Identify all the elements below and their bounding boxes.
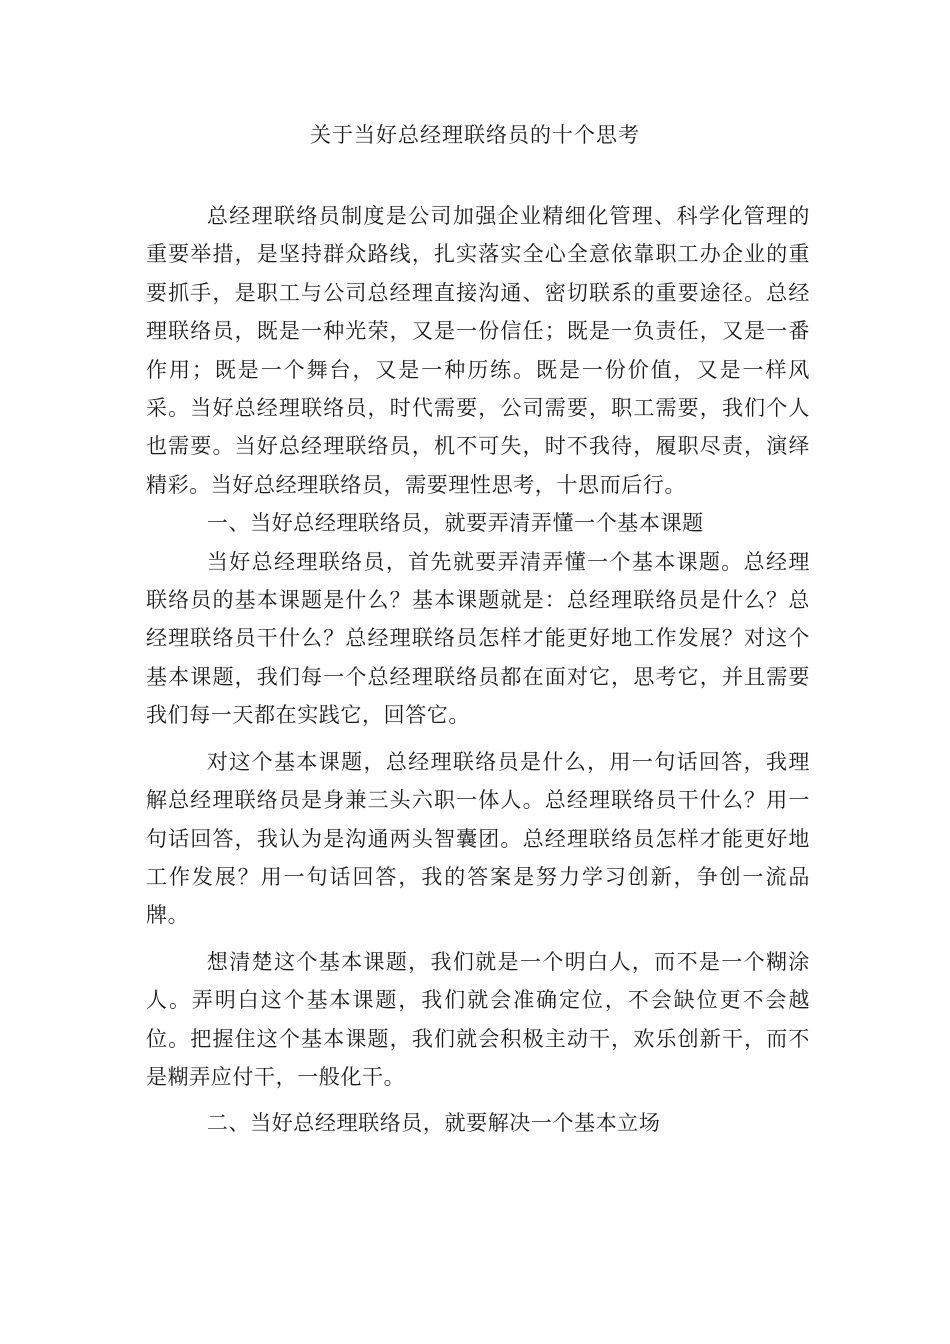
- paragraph-intro: 总经理联络员制度是公司加强企业精细化管理、科学化管理的重要举措，是坚持群众路线，扎实落实全心全意依靠职工办企业的重要抓手，是职工与公司总经理直接沟通、密切联系的重要途径。总经理联络员，既是一种光荣，又是一份信任；既是一负责任，又是一番作用；既是一个舞台，又是一种历练。既是一份价值，又是一样风采。当好总经理联络员，时代需要，公司需要，职工需要，我们个人也需要。当好总经理联络员，机不可失，时不我待，履职尽责，演绎精彩。当好总经理联络员，需要理性思考，十思而后行。: [146, 204, 810, 497]
- paragraph-section1-a: 当好总经理联络员，首先就要弄清弄懂一个基本课题。总经理联络员的基本课题是什么？基本课题就是：总经理联络员是什么？总经理联络员干什么？总经理联络员怎样才能更好地工作发展？对这个基本课题，我们每一个总经理联络员都在面对它，思考它，并且需要我们每一天都在实践它，回答它。: [146, 549, 810, 728]
- document-body: [146, 197, 810, 1143]
- paragraph-section1-b: 对这个基本课题，总经理联络员是什么，用一句话回答，我理解总经理联络员是身兼三头六职一体人。总经理联络员干什么？用一句话回答，我认为是沟通两头智囊团。总经理联络员怎样才能更好地工作发展？用一句话回答，我的答案是努力学习创新，争创一流品牌。: [146, 749, 810, 928]
- section-heading-2: 二、当好总经理联络员，就要解决一个基本立场: [206, 1111, 661, 1136]
- section-heading-1: 一、当好总经理联络员，就要弄清弄懂一个基本课题: [206, 511, 704, 536]
- paragraph-section1-c: 想清楚这个基本课题，我们就是一个明白人，而不是一个糊涂人。弄明白这个基本课题，我们就会准确定位，不会缺位更不会越位。把握住这个基本课题，我们就会积极主动干，欢乐创新干，而不是糊弄应付干，一般化干。: [146, 949, 810, 1089]
- document-title: 关于当好总经理联络员的十个思考: [310, 123, 640, 147]
